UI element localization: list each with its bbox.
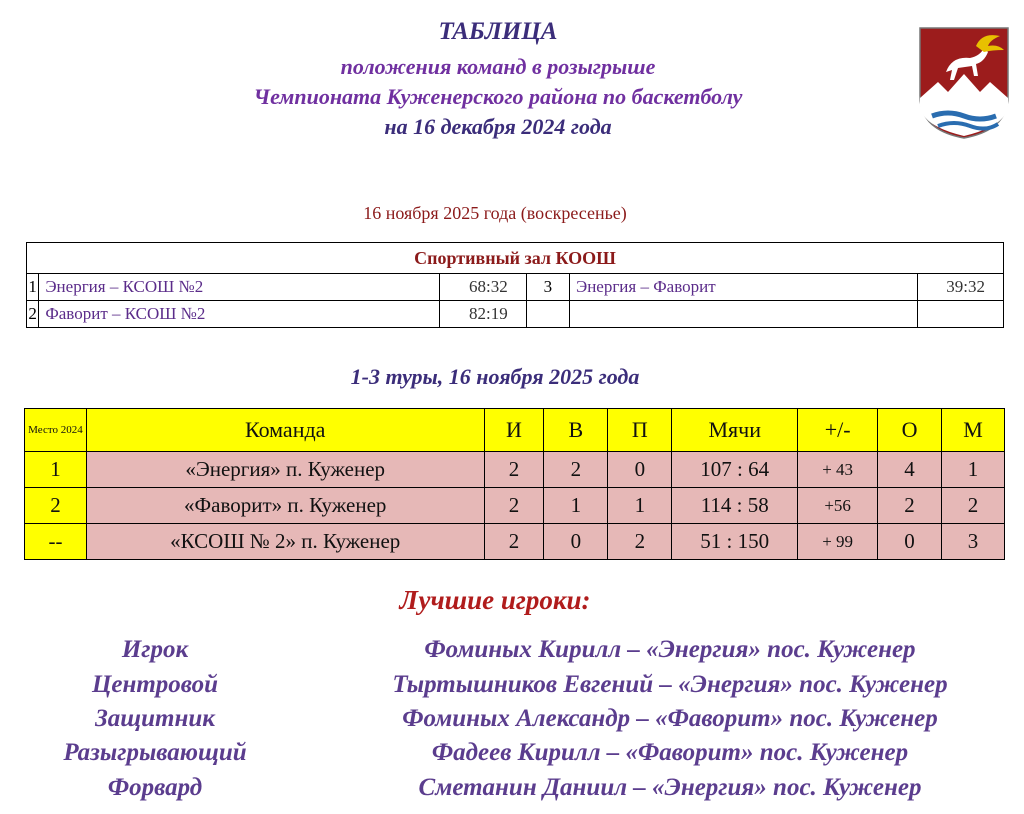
table-row	[25, 452, 1005, 488]
game-row	[27, 301, 1004, 328]
col-balls: Мячи	[672, 409, 798, 452]
game-number: 3	[526, 274, 569, 301]
coat-of-arms-emblem	[918, 26, 1010, 140]
best-players-title: Лучшие игроки:	[399, 585, 591, 615]
player-role: Центровой	[91, 671, 219, 698]
cell-diff: + 99	[798, 524, 878, 560]
venue-title: Спортивный зал КООШ	[27, 243, 1004, 274]
subtitle-line-1: положения команд в розыгрыше	[340, 54, 656, 79]
player-name: Фадеев Кирилл – «Фаворит» пос. Куженер	[431, 739, 909, 766]
game-number	[526, 301, 569, 328]
cell-position: 3	[942, 524, 1005, 560]
cell-wins: 0	[544, 524, 608, 560]
cell-points: 2	[878, 488, 942, 524]
game-score	[917, 301, 1003, 328]
games-table	[26, 242, 1004, 328]
cell-team: «КСОШ № 2» п. Куженер	[86, 524, 484, 560]
cell-place: 1	[25, 452, 87, 488]
player-name: Сметанин Даниил – «Энергия» пос. Куженер	[418, 774, 922, 801]
col-team: Команда	[86, 409, 484, 452]
cell-points: 4	[878, 452, 942, 488]
player-name: Тыртышников Евгений – «Энергия» пос. Куженер	[392, 671, 948, 698]
cell-balls: 107 : 64	[672, 452, 798, 488]
game-row	[27, 274, 1004, 301]
game-match: Фаворит – КСОШ №2	[39, 301, 440, 328]
game-number: 1	[27, 274, 39, 301]
tours-title: 1-3 туры, 16 ноября 2025 года	[350, 364, 640, 389]
player-role: Форвард	[107, 774, 203, 801]
subtitle-line-2: Чемпионата Куженерского района по баскетболу	[253, 84, 743, 109]
cell-balls: 51 : 150	[672, 524, 798, 560]
col-games: И	[484, 409, 544, 452]
match-date: 16 ноября 2025 года (воскресенье)	[363, 203, 627, 223]
table-row	[25, 488, 1005, 524]
col-place: Место 2024	[25, 409, 87, 452]
cell-wins: 1	[544, 488, 608, 524]
player-role: Защитник	[95, 705, 215, 732]
cell-diff: +56	[798, 488, 878, 524]
cell-losses: 1	[608, 488, 672, 524]
cell-place: 2	[25, 488, 87, 524]
cell-games: 2	[484, 488, 544, 524]
col-wins: В	[544, 409, 608, 452]
game-match	[569, 301, 917, 328]
player-name: Фоминых Кирилл – «Энергия» пос. Куженер	[424, 636, 916, 663]
subtitle-date: на 16 декабря 2024 года	[384, 114, 612, 139]
player-name: Фоминых Александр – «Фаворит» пос. Куженер	[402, 705, 938, 732]
cell-diff: + 43	[798, 452, 878, 488]
cell-team: «Энергия» п. Куженер	[86, 452, 484, 488]
standings-header	[25, 409, 1005, 452]
game-score: 39:32	[917, 274, 1003, 301]
col-points: О	[878, 409, 942, 452]
cell-wins: 2	[544, 452, 608, 488]
cell-position: 2	[942, 488, 1005, 524]
cell-losses: 2	[608, 524, 672, 560]
page-title: ТАБЛИЦА	[438, 18, 558, 45]
standings-table	[24, 408, 1005, 560]
game-match: Энергия – КСОШ №2	[39, 274, 440, 301]
cell-losses: 0	[608, 452, 672, 488]
player-role: Игрок	[121, 636, 189, 663]
cell-team: «Фаворит» п. Куженер	[86, 488, 484, 524]
cell-points: 0	[878, 524, 942, 560]
col-losses: П	[608, 409, 672, 452]
game-match: Энергия – Фаворит	[569, 274, 917, 301]
cell-position: 1	[942, 452, 1005, 488]
game-number: 2	[27, 301, 39, 328]
game-score: 68:32	[440, 274, 526, 301]
cell-games: 2	[484, 524, 544, 560]
cell-balls: 114 : 58	[672, 488, 798, 524]
player-role: Разыгрывающий	[63, 739, 247, 766]
col-diff: +/-	[798, 409, 878, 452]
cell-place: --	[25, 524, 87, 560]
table-row	[25, 524, 1005, 560]
cell-games: 2	[484, 452, 544, 488]
col-position: М	[942, 409, 1005, 452]
game-score: 82:19	[440, 301, 526, 328]
